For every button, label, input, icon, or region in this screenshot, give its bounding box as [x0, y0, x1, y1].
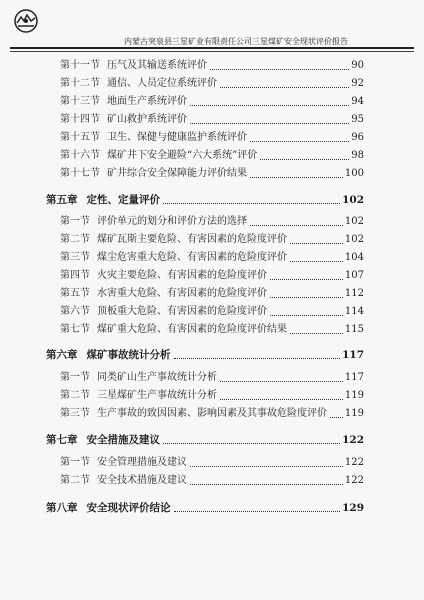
- toc-entry-title: 通信、人员定位系统评价: [107, 78, 217, 89]
- toc-entry[interactable]: [60, 287, 364, 301]
- dot-leader: [163, 442, 340, 444]
- toc-entry-title: 火灾主要危险、有害因素的危险度评价: [97, 270, 267, 281]
- dot-leader: [270, 296, 343, 298]
- dot-leader: [270, 314, 343, 316]
- dot-leader: [260, 158, 349, 160]
- dot-leader: [250, 140, 349, 142]
- toc-entry[interactable]: [60, 456, 364, 470]
- header-rule-thin: [10, 51, 414, 52]
- toc-entry-title: 同类矿山生产事故统计分析: [97, 372, 217, 383]
- toc-entry-number: 第二节: [60, 390, 90, 401]
- toc-entry-number: 第三节: [60, 408, 90, 419]
- dot-leader: [220, 380, 343, 382]
- toc-entry-page: 92: [351, 78, 364, 89]
- dot-leader: [210, 68, 349, 70]
- toc-chapter[interactable]: [46, 193, 364, 207]
- toc-entry[interactable]: [60, 233, 364, 247]
- dot-leader: [250, 176, 343, 178]
- toc-chapter-number: 第七章: [46, 434, 78, 446]
- dot-leader: [270, 278, 343, 280]
- toc-chapter-number: 第五章: [46, 194, 78, 206]
- toc-chapter-title: 安全现状评价结论: [86, 502, 171, 514]
- toc-entry-title: 水害重大危险、有害因素的危险度评价: [97, 288, 267, 299]
- toc-entry-number: 第七节: [60, 324, 90, 335]
- dot-leader: [250, 224, 343, 226]
- dot-leader: [220, 398, 343, 400]
- toc-entry-number: 第五节: [60, 288, 90, 299]
- toc-entry[interactable]: [60, 251, 364, 265]
- toc-entry-page: 122: [344, 457, 364, 468]
- toc-entry-page: 98: [351, 150, 364, 161]
- toc-entry-title: 煤矿瓦斯主要危险、有害因素的危险度评价: [97, 234, 287, 245]
- toc-entry-title: 卫生、保健与健康监护系统评价: [107, 132, 247, 143]
- toc-entry[interactable]: [60, 215, 364, 229]
- dot-leader: [190, 465, 343, 467]
- toc-entry-number: 第十七节: [60, 168, 100, 179]
- toc-entry[interactable]: [60, 371, 364, 385]
- toc-entry-number: 第十三节: [60, 96, 100, 107]
- toc-entry[interactable]: [60, 269, 364, 283]
- toc-entry-page: 119: [344, 408, 364, 419]
- toc-entry-number: 第十一节: [60, 60, 100, 71]
- toc-entry-page: 107: [344, 270, 364, 281]
- toc-entry-page: 102: [344, 216, 364, 227]
- toc-entry[interactable]: [60, 305, 364, 319]
- toc-entry[interactable]: [60, 149, 364, 163]
- toc-chapter[interactable]: [46, 348, 364, 362]
- toc-entry-title: 煤矿重大危险、有害因素的危险度评价结果: [97, 324, 287, 335]
- toc-entry-page: 104: [344, 252, 364, 263]
- toc-chapter-page: 102: [342, 194, 364, 206]
- dot-leader: [290, 260, 343, 262]
- toc-entry[interactable]: [60, 389, 364, 403]
- dot-leader: [174, 510, 341, 512]
- toc-entry-page: 114: [344, 306, 364, 317]
- toc-entry-title: 生产事故的致因因素、影响因素及其事故危险度评价: [97, 408, 327, 419]
- dot-leader: [290, 242, 343, 244]
- toc-entry-title: 评价单元的划分和评价方法的选择: [97, 216, 247, 227]
- toc-chapter-title: 安全措施及建议: [86, 434, 160, 446]
- toc-entry-title: 安全管理措施及建议: [97, 457, 187, 468]
- toc-entry[interactable]: [60, 113, 364, 127]
- toc-entry-title: 三星煤矿生产事故统计分析: [97, 390, 217, 401]
- toc-chapter-title: 煤矿事故统计分析: [86, 349, 171, 361]
- toc-entry-number: 第二节: [60, 475, 90, 486]
- toc-entry-title: 安全技术措施及建议: [97, 475, 187, 486]
- company-logo: [10, 8, 42, 34]
- toc-entry-number: 第四节: [60, 270, 90, 281]
- dot-leader: [174, 357, 341, 359]
- toc-chapter-number: 第六章: [46, 349, 78, 361]
- dot-leader: [190, 104, 349, 106]
- dot-leader: [330, 416, 343, 418]
- toc-chapter-page: 117: [342, 349, 364, 361]
- dot-leader: [290, 332, 343, 334]
- toc-entry-page: 122: [344, 475, 364, 486]
- dot-leader: [163, 202, 340, 204]
- toc-entry-page: 90: [351, 60, 364, 71]
- toc-entry[interactable]: [60, 95, 364, 109]
- toc-entry-title: 煤矿井下安全避险“六大系统”评价: [107, 150, 258, 161]
- toc-entry-number: 第一节: [60, 216, 90, 227]
- dot-leader: [190, 483, 343, 485]
- toc-entry-number: 第十六节: [60, 150, 100, 161]
- toc-entry-number: 第十五节: [60, 132, 100, 143]
- toc-entry[interactable]: [60, 407, 364, 421]
- toc-entry-page: 112: [344, 288, 364, 299]
- toc-chapter[interactable]: [46, 501, 364, 515]
- toc-entry[interactable]: [60, 167, 364, 181]
- toc-entry-page: 117: [344, 372, 364, 383]
- toc-entry[interactable]: [60, 131, 364, 145]
- toc-entry[interactable]: [60, 323, 364, 337]
- toc-entry-number: 第一节: [60, 372, 90, 383]
- toc-entry-page: 94: [351, 96, 364, 107]
- toc-entry-number: 第三节: [60, 252, 90, 263]
- toc-entry-title: 顶板重大危险、有害因素的危险度评价: [97, 306, 267, 317]
- toc-entry-number: 第十四节: [60, 114, 100, 125]
- toc-entry-title: 煤尘危害重大危险、有害因素的危险度评价: [97, 252, 287, 263]
- toc-entry-page: 115: [344, 324, 364, 335]
- header-rule: [10, 47, 414, 49]
- toc-chapter-page: 122: [342, 434, 364, 446]
- toc-entry-page: 96: [351, 132, 364, 143]
- toc-chapter-page: 129: [342, 502, 364, 514]
- report-header-title: 内蒙古突泉县三星矿业有限责任公司三星煤矿安全现状评价报告: [124, 37, 348, 46]
- toc-entry-number: 第二节: [60, 234, 90, 245]
- toc-entry-page: 119: [344, 390, 364, 401]
- toc-entry-page: 95: [351, 114, 364, 125]
- toc-entry[interactable]: [60, 474, 364, 488]
- toc-entry-page: 100: [344, 168, 364, 179]
- toc-entry-title: 地面生产系统评价: [107, 96, 187, 107]
- toc-chapter-number: 第八章: [46, 502, 78, 514]
- dot-leader: [220, 86, 349, 88]
- toc-entry-page: 102: [344, 234, 364, 245]
- toc-chapter[interactable]: [46, 433, 364, 447]
- toc-entry-number: 第一节: [60, 457, 90, 468]
- toc-chapter-title: 定性、定量评价: [86, 194, 160, 206]
- toc-entry-title: 矿山救护系统评价: [107, 114, 187, 125]
- toc-entry-number: 第六节: [60, 306, 90, 317]
- toc-entry[interactable]: [60, 77, 364, 91]
- toc-entry[interactable]: [60, 59, 364, 73]
- toc-entry-title: 压气及其输送系统评价: [107, 60, 207, 71]
- dot-leader: [190, 122, 349, 124]
- toc-entry-number: 第十二节: [60, 78, 100, 89]
- toc-entry-title: 矿井综合安全保障能力评价结果: [107, 168, 247, 179]
